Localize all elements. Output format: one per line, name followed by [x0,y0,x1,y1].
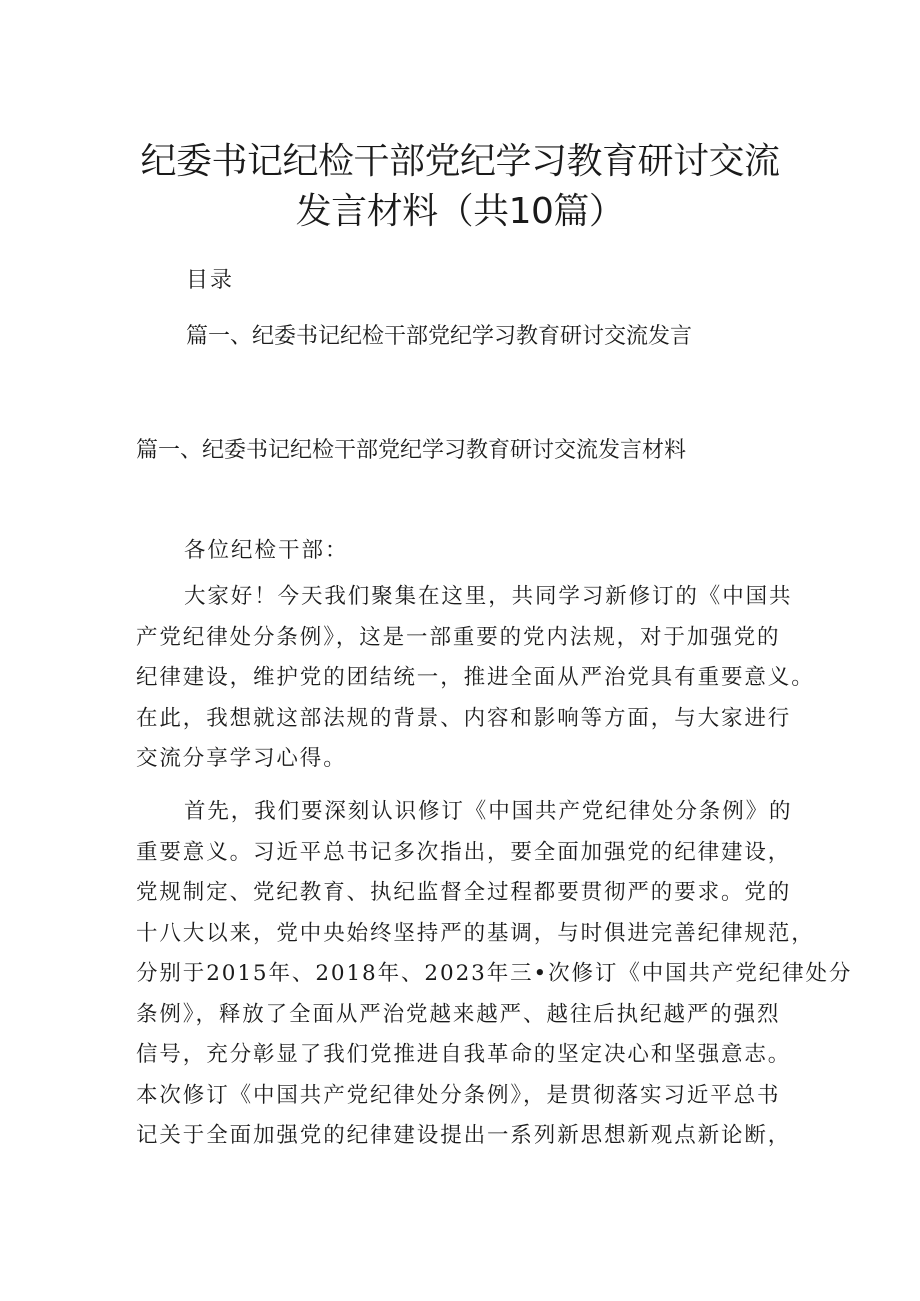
paragraph-line: 本次修订《中国共产党纪律处分条例》，是贯彻落实习近平总书 [136,1082,781,1108]
paragraph-line: 产党纪律处分条例》，这是一部重要的党内法规，对于加强党的 [136,624,781,650]
toc-heading: 目录 [186,268,235,293]
salutation: 各位纪检干部： [184,538,349,563]
paragraph-line: 交流分享学习心得。 [136,746,347,771]
paragraph-line: 大家好！今天我们聚集在这里，共同学习新修订的《中国共 [184,584,793,609]
paragraph-line: 记关于全面加强党的纪律建设提出一系列新思想新观点新论断， [136,1123,792,1148]
paragraph-line: 十八大以来，党中央始终坚持严的基调，与时俱进完善纪律规范， [136,920,815,946]
paragraph-line: 在此，我想就这部法规的背景、内容和影响等方面，与大家进行 [136,705,792,731]
toc-item: 篇一、纪委书记纪检干部党纪学习教育研讨交流发言 [186,324,693,349]
document-title-line-2: 发言材料（共10篇） [295,191,625,232]
paragraph-line: 首先，我们要深刻认识修订《中国共产党纪律处分条例》的 [184,799,793,824]
paragraph-line: 重要意义。习近平总书记多次指出，要全面加强党的纪律建设， [136,839,792,865]
paragraph-1 [136,577,815,780]
section-heading: 篇一、纪委书记纪检干部党纪学习教育研讨交流发言材料 [136,438,687,463]
paragraph-line: 纪律建设，维护党的团结统一，推进全面从严治党具有重要意义。 [136,665,815,690]
paragraph-line: 条例》，释放了全面从严治党越来越严、越往后执纪越严的强烈 [136,1001,781,1027]
paragraph-line: 信号，充分彰显了我们党推进自我革命的坚定决心和坚强意志。 [136,1042,792,1067]
paragraph-line: 分别于2015年、2018年、2023年三•次修订《中国共产党纪律处分 [136,961,853,986]
paragraph-line: 党规制定、党纪教育、执纪监督全过程都要贯彻严的要求。党的 [136,880,792,905]
paragraph-2 [136,792,853,1157]
document-title-line-1: 纪委书记纪检干部党纪学习教育研讨交流 [140,141,780,182]
